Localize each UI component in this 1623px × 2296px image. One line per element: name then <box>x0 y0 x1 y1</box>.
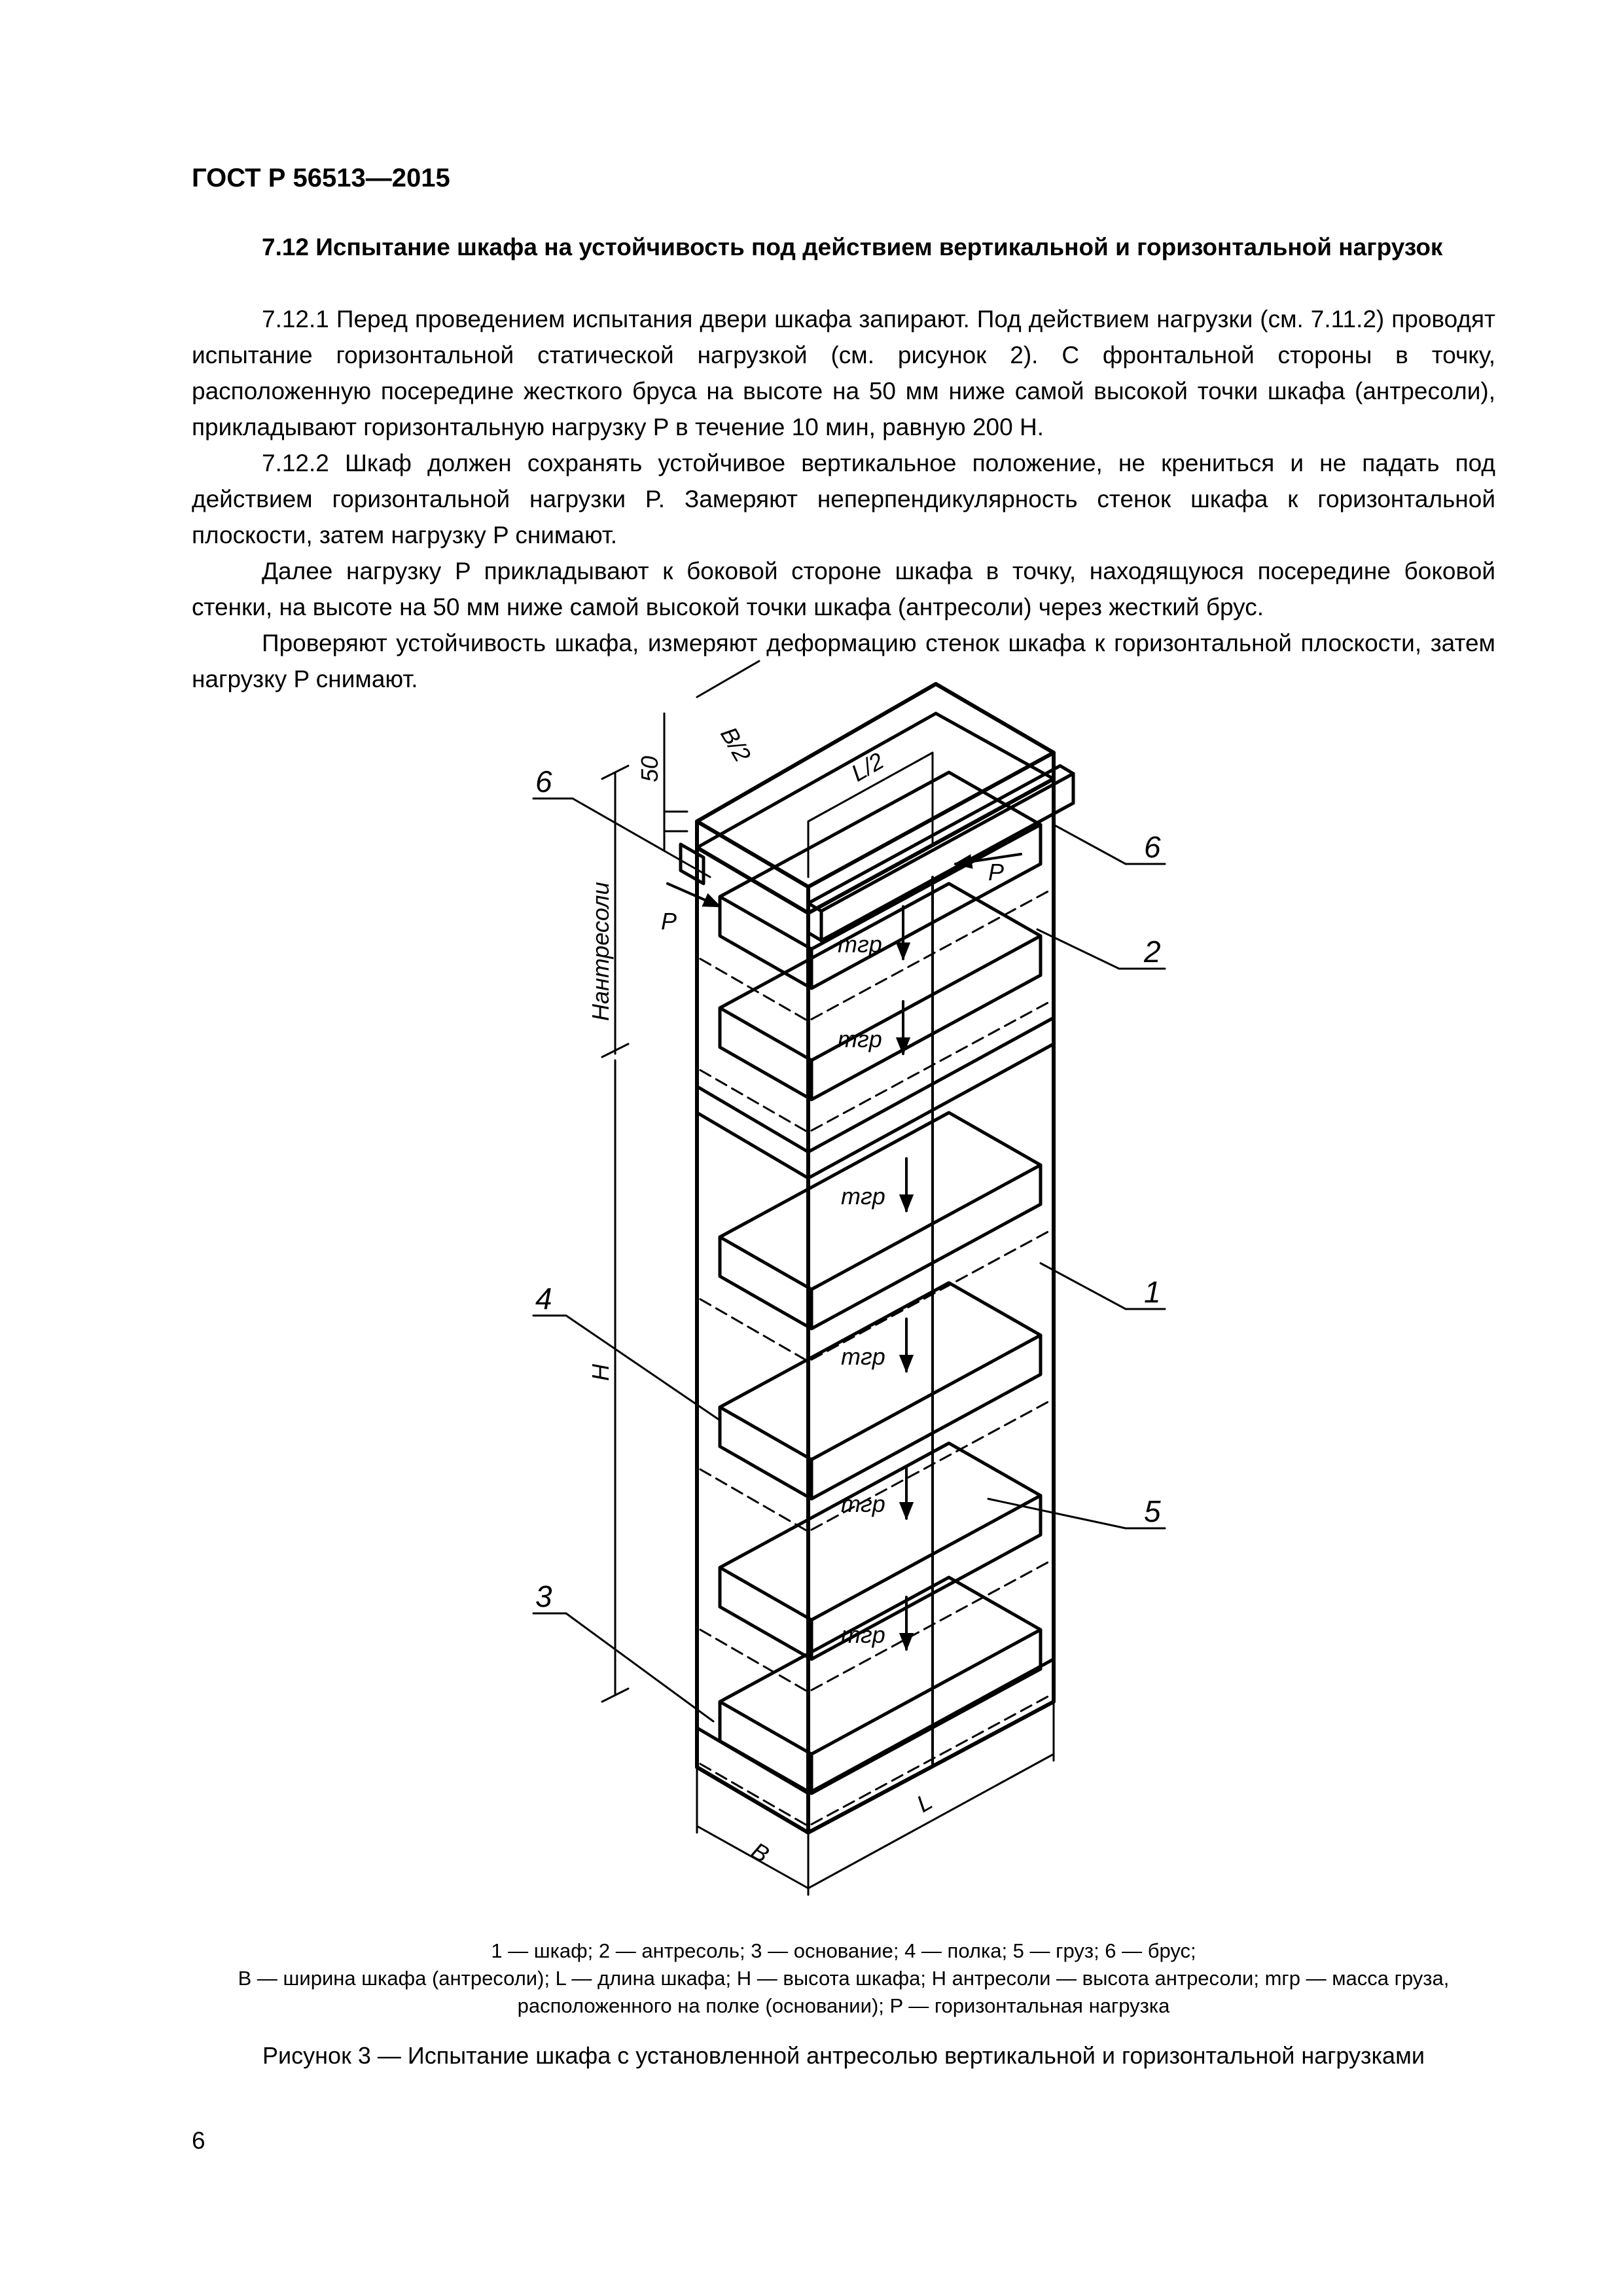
mass-label: mгр <box>841 1490 885 1517</box>
callout-3: 3 <box>535 1579 552 1613</box>
paragraph-7-12-2: 7.12.2 Шкаф должен сохранять устойчивое вертикальное положение, не крениться и не падать под действием горизонтальной нагрузки P. Замеряют неперпендикулярность стенок шкафа к горизонтальной плоскости, затем нагрузку P снимают. <box>192 450 1495 548</box>
mass-label: mгр <box>838 931 882 958</box>
weight-box <box>720 884 1041 1100</box>
mass-label: mгр <box>841 1343 885 1370</box>
dim-b: B <box>747 1837 774 1868</box>
figure-caption: Рисунок 3 — Испытание шкафа с установленной антресолью вертикальной и горизонтальной нагрузками <box>262 2042 1425 2069</box>
weight-box <box>720 1113 1041 1329</box>
callout-4: 4 <box>535 1282 552 1316</box>
document-header: ГОСТ Р 56513—2015 <box>192 164 450 192</box>
page-number: 6 <box>192 2127 205 2154</box>
weight-box <box>720 1577 1041 1793</box>
dim-b-half: B/2 <box>715 722 757 766</box>
base <box>697 1659 1054 1793</box>
callout-5: 5 <box>1144 1494 1161 1528</box>
dim-fifty: 50 <box>636 755 663 782</box>
paragraph-side-load: Далее нагрузку P прикладывают к боковой стороне шкафа в точку, находящуюся посередине боковой стенки, на высоте на 50 мм ниже самой высокой точки шкафа (антресоли) через жесткий брус. <box>192 558 1495 620</box>
dim-h-mezzanine: Hантресоли <box>587 882 614 1021</box>
legend-line-1: 1 — шкаф; 2 — антресоль; 3 — основание; 4 — полка; 5 — груз; 6 — брус; <box>491 1939 1196 1962</box>
callout-6-left: 6 <box>535 764 552 798</box>
force-label-front: P <box>661 908 677 935</box>
figure-legend <box>192 1937 1495 2020</box>
force-label-side: P <box>988 859 1005 886</box>
mass-label: mгр <box>841 1183 885 1210</box>
legend-line-3: расположенного на полке (основании); P — горизонтальная нагрузка <box>517 1994 1170 2017</box>
mass-label: mгр <box>838 1026 882 1052</box>
callout-6-right: 6 <box>1144 830 1161 864</box>
callout-1: 1 <box>1144 1275 1161 1309</box>
dim-l-half: L/2 <box>846 747 889 787</box>
dimension-lines <box>602 661 1054 1895</box>
dim-h: H <box>587 1364 614 1381</box>
legend-line-2: B — ширина шкафа (антресоли); L — длина шкафа; H — высота шкафа; H антресоли — высота антресоли; mгр — масса груза, <box>238 1967 1450 1990</box>
mass-label: mгр <box>841 1621 885 1648</box>
paragraph-check: Проверяют устойчивость шкафа, измеряют деформацию стенок шкафа к горизонтальной плоскости, затем нагрузку P снимают. <box>192 630 1495 692</box>
dim-l: L <box>912 1787 937 1818</box>
paragraph-7-12-1: 7.12.1 Перед проведением испытания двери шкафа запирают. Под действием нагрузки (см. 7.11.2) проводят испытание горизонтальной статической нагрузкой (см. рисунок 2). С фронтальной стороны в точку, расположенную посередине жесткого бруса на высоте на 50 мм ниже самой высокой точки шкафа (антресоли), прикладывают горизонтальную нагрузку P в течение 10 мин, равную 200 Н. <box>192 306 1495 440</box>
callout-2: 2 <box>1144 935 1161 969</box>
section-title: 7.12 Испытание шкафа на устойчивость под действием вертикальной и горизонтальной нагрузок <box>262 234 1443 260</box>
